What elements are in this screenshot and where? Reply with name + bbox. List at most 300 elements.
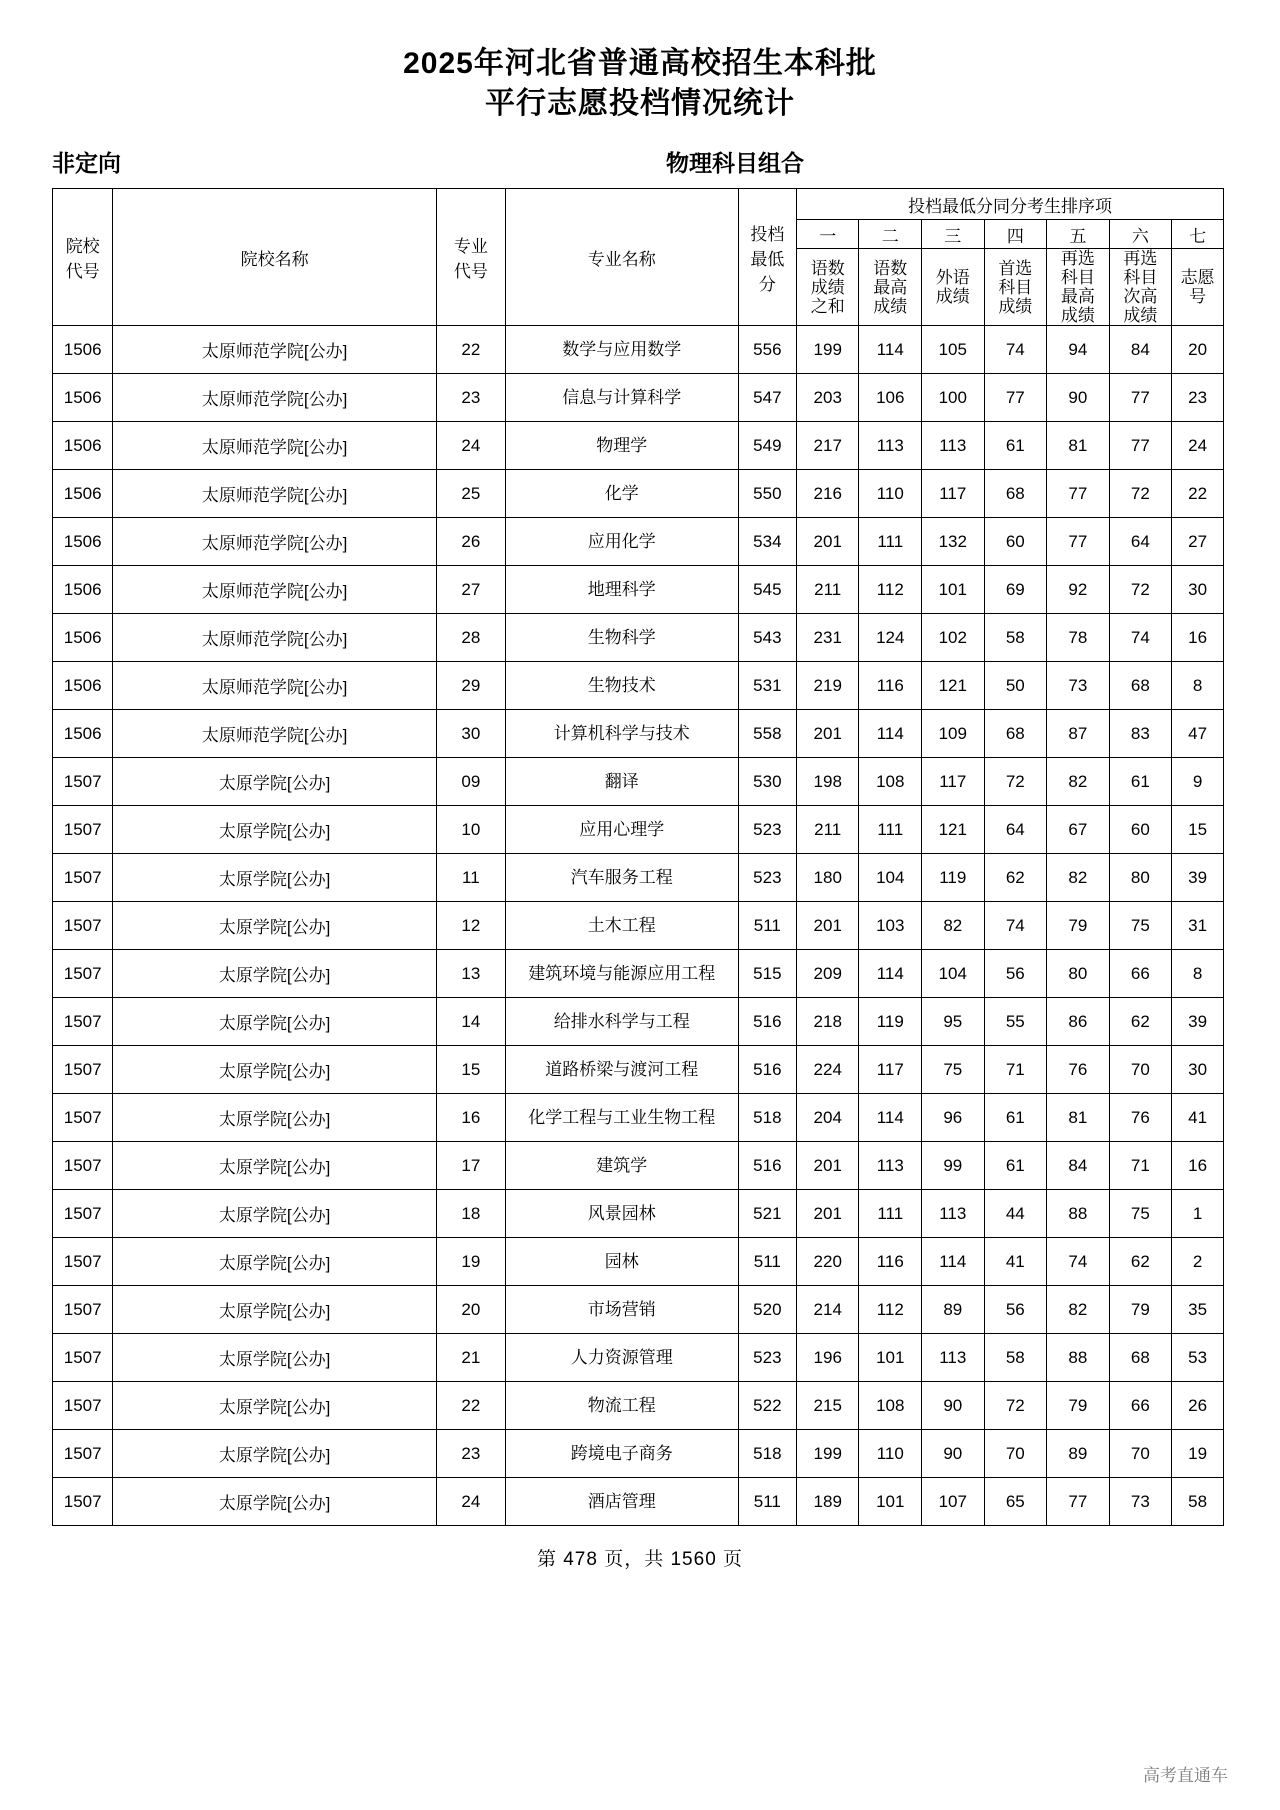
cell-rank-4: 69 <box>984 566 1047 614</box>
cell-rank-1: 209 <box>796 950 859 998</box>
header-rank-label-4: 首选 科目 成绩 <box>984 249 1047 326</box>
table-row <box>53 1478 1224 1526</box>
cell-major-name: 土木工程 <box>505 902 738 950</box>
cell-school-code: 1507 <box>53 1142 113 1190</box>
cell-major-code: 17 <box>436 1142 505 1190</box>
cell-min-score: 515 <box>738 950 796 998</box>
cell-rank-2: 112 <box>859 1286 922 1334</box>
cell-rank-2: 108 <box>859 1382 922 1430</box>
cell-rank-6: 83 <box>1109 710 1172 758</box>
cell-rank-6: 79 <box>1109 1286 1172 1334</box>
cell-rank-7: 35 <box>1172 1286 1224 1334</box>
cell-rank-6: 72 <box>1109 470 1172 518</box>
cell-rank-1: 203 <box>796 374 859 422</box>
watermark: 高考直通车 <box>1143 1766 1228 1785</box>
cell-rank-6: 77 <box>1109 374 1172 422</box>
cell-school-code: 1507 <box>53 902 113 950</box>
cell-rank-7: 8 <box>1172 950 1224 998</box>
cell-rank-7: 27 <box>1172 518 1224 566</box>
cell-school-code: 1507 <box>53 998 113 1046</box>
cell-min-score: 523 <box>738 1334 796 1382</box>
cell-rank-5: 76 <box>1047 1046 1110 1094</box>
header-rank-num-4: 四 <box>984 220 1047 249</box>
cell-rank-6: 84 <box>1109 326 1172 374</box>
cell-school-code: 1507 <box>53 1094 113 1142</box>
cell-school-name: 太原学院[公办] <box>113 1238 436 1286</box>
cell-rank-4: 72 <box>984 758 1047 806</box>
header-rank-num-1: 一 <box>796 220 859 249</box>
cell-major-code: 25 <box>436 470 505 518</box>
cell-min-score: 523 <box>738 806 796 854</box>
cell-rank-7: 39 <box>1172 854 1224 902</box>
cell-rank-4: 55 <box>984 998 1047 1046</box>
cell-rank-2: 113 <box>859 1142 922 1190</box>
cell-school-code: 1507 <box>53 950 113 998</box>
header-rank-group: 投档最低分同分考生排序项 <box>796 189 1223 220</box>
cell-major-code: 15 <box>436 1046 505 1094</box>
cell-min-score: 516 <box>738 1142 796 1190</box>
cell-min-score: 521 <box>738 1190 796 1238</box>
title-line-1: 2025年河北省普通高校招生本科批 <box>403 47 877 80</box>
cell-rank-6: 61 <box>1109 758 1172 806</box>
cell-school-code: 1507 <box>53 806 113 854</box>
cell-rank-1: 180 <box>796 854 859 902</box>
cell-rank-1: 220 <box>796 1238 859 1286</box>
cell-rank-1: 219 <box>796 662 859 710</box>
cell-rank-7: 26 <box>1172 1382 1224 1430</box>
cell-rank-6: 68 <box>1109 1334 1172 1382</box>
cell-rank-5: 88 <box>1047 1190 1110 1238</box>
cell-school-name: 太原师范学院[公办] <box>113 374 436 422</box>
cell-rank-2: 114 <box>859 1094 922 1142</box>
cell-rank-7: 16 <box>1172 1142 1224 1190</box>
cell-school-code: 1506 <box>53 470 113 518</box>
cell-rank-5: 86 <box>1047 998 1110 1046</box>
table-row <box>53 1430 1224 1478</box>
header-rank-num-6: 六 <box>1109 220 1172 249</box>
cell-min-score: 516 <box>738 1046 796 1094</box>
admission-table <box>52 188 1224 1526</box>
cell-school-name: 太原学院[公办] <box>113 1142 436 1190</box>
cell-school-code: 1507 <box>53 1478 113 1526</box>
cell-rank-4: 72 <box>984 1382 1047 1430</box>
cell-school-code: 1507 <box>53 1046 113 1094</box>
table-row <box>53 1238 1224 1286</box>
cell-min-score: 556 <box>738 326 796 374</box>
cell-major-name: 地理科学 <box>505 566 738 614</box>
cell-school-name: 太原学院[公办] <box>113 1286 436 1334</box>
cell-major-name: 翻译 <box>505 758 738 806</box>
cell-rank-5: 82 <box>1047 854 1110 902</box>
cell-rank-1: 201 <box>796 1190 859 1238</box>
cell-major-name: 酒店管理 <box>505 1478 738 1526</box>
cell-rank-3: 82 <box>922 902 985 950</box>
cell-major-name: 园林 <box>505 1238 738 1286</box>
cell-min-score: 511 <box>738 1478 796 1526</box>
cell-rank-4: 70 <box>984 1430 1047 1478</box>
cell-rank-7: 31 <box>1172 902 1224 950</box>
cell-school-name: 太原学院[公办] <box>113 806 436 854</box>
cell-rank-2: 124 <box>859 614 922 662</box>
cell-rank-3: 113 <box>922 1190 985 1238</box>
table-row <box>53 470 1224 518</box>
cell-school-code: 1507 <box>53 1286 113 1334</box>
cell-rank-3: 101 <box>922 566 985 614</box>
cell-rank-3: 107 <box>922 1478 985 1526</box>
page-title <box>52 44 1228 124</box>
page-footer: 第 478 页，共 1560 页 <box>536 1549 744 1570</box>
cell-rank-2: 113 <box>859 422 922 470</box>
cell-rank-4: 62 <box>984 854 1047 902</box>
cell-major-name: 市场营销 <box>505 1286 738 1334</box>
cell-rank-1: 231 <box>796 614 859 662</box>
cell-rank-1: 218 <box>796 998 859 1046</box>
header-rank-num-5: 五 <box>1047 220 1110 249</box>
cell-rank-4: 74 <box>984 902 1047 950</box>
subheader-left: 非定向 <box>52 150 121 176</box>
cell-school-name: 太原学院[公办] <box>113 1046 436 1094</box>
cell-rank-7: 15 <box>1172 806 1224 854</box>
cell-major-code: 24 <box>436 422 505 470</box>
cell-rank-7: 47 <box>1172 710 1224 758</box>
cell-major-code: 22 <box>436 326 505 374</box>
cell-rank-4: 68 <box>984 470 1047 518</box>
cell-rank-2: 112 <box>859 566 922 614</box>
cell-school-code: 1507 <box>53 1190 113 1238</box>
cell-min-score: 550 <box>738 470 796 518</box>
cell-rank-1: 201 <box>796 710 859 758</box>
cell-rank-5: 77 <box>1047 518 1110 566</box>
cell-rank-3: 102 <box>922 614 985 662</box>
cell-rank-1: 211 <box>796 566 859 614</box>
subheader <box>52 146 1228 178</box>
cell-rank-1: 189 <box>796 1478 859 1526</box>
cell-rank-3: 90 <box>922 1382 985 1430</box>
cell-rank-7: 41 <box>1172 1094 1224 1142</box>
table-row <box>53 902 1224 950</box>
cell-rank-6: 66 <box>1109 1382 1172 1430</box>
cell-min-score: 547 <box>738 374 796 422</box>
cell-major-name: 化学 <box>505 470 738 518</box>
table-row <box>53 374 1224 422</box>
cell-rank-5: 74 <box>1047 1238 1110 1286</box>
header-min-score: 投档 最低 分 <box>738 189 796 326</box>
cell-rank-5: 84 <box>1047 1142 1110 1190</box>
cell-rank-3: 117 <box>922 758 985 806</box>
table-row <box>53 518 1224 566</box>
cell-rank-5: 92 <box>1047 566 1110 614</box>
cell-rank-2: 108 <box>859 758 922 806</box>
cell-major-code: 23 <box>436 374 505 422</box>
header-major-code: 专业 代号 <box>436 189 505 326</box>
cell-school-name: 太原学院[公办] <box>113 902 436 950</box>
header-rank-num-2: 二 <box>859 220 922 249</box>
cell-rank-1: 211 <box>796 806 859 854</box>
cell-rank-2: 114 <box>859 326 922 374</box>
cell-major-code: 14 <box>436 998 505 1046</box>
table-row <box>53 422 1224 470</box>
cell-rank-5: 82 <box>1047 758 1110 806</box>
header-major-name: 专业名称 <box>505 189 738 326</box>
cell-min-score: 531 <box>738 662 796 710</box>
cell-rank-3: 117 <box>922 470 985 518</box>
cell-rank-1: 214 <box>796 1286 859 1334</box>
cell-major-name: 生物科学 <box>505 614 738 662</box>
cell-major-name: 建筑环境与能源应用工程 <box>505 950 738 998</box>
cell-rank-2: 116 <box>859 1238 922 1286</box>
cell-school-code: 1507 <box>53 1382 113 1430</box>
cell-rank-6: 66 <box>1109 950 1172 998</box>
cell-school-code: 1506 <box>53 662 113 710</box>
cell-rank-5: 77 <box>1047 470 1110 518</box>
cell-major-name: 数学与应用数学 <box>505 326 738 374</box>
cell-rank-6: 74 <box>1109 614 1172 662</box>
cell-rank-4: 60 <box>984 518 1047 566</box>
table-row <box>53 1190 1224 1238</box>
cell-rank-5: 94 <box>1047 326 1110 374</box>
cell-rank-3: 95 <box>922 998 985 1046</box>
table-row <box>53 1046 1224 1094</box>
cell-rank-7: 20 <box>1172 326 1224 374</box>
cell-rank-3: 90 <box>922 1430 985 1478</box>
cell-rank-5: 79 <box>1047 902 1110 950</box>
cell-rank-3: 96 <box>922 1094 985 1142</box>
cell-rank-7: 23 <box>1172 374 1224 422</box>
cell-rank-4: 44 <box>984 1190 1047 1238</box>
cell-rank-7: 30 <box>1172 1046 1224 1094</box>
cell-school-name: 太原师范学院[公办] <box>113 566 436 614</box>
table-body <box>53 326 1224 1526</box>
cell-rank-4: 41 <box>984 1238 1047 1286</box>
header-rank-label-1: 语数 成绩 之和 <box>796 249 859 326</box>
header-rank-label-3: 外语 成绩 <box>922 249 985 326</box>
cell-school-code: 1506 <box>53 710 113 758</box>
cell-rank-4: 77 <box>984 374 1047 422</box>
cell-min-score: 516 <box>738 998 796 1046</box>
cell-rank-7: 30 <box>1172 566 1224 614</box>
table-row <box>53 950 1224 998</box>
cell-school-name: 太原学院[公办] <box>113 1334 436 1382</box>
header-rank-label-2: 语数 最高 成绩 <box>859 249 922 326</box>
cell-min-score: 518 <box>738 1430 796 1478</box>
cell-rank-5: 82 <box>1047 1286 1110 1334</box>
cell-rank-7: 24 <box>1172 422 1224 470</box>
header-rank-label-7: 志愿 号 <box>1172 249 1224 326</box>
cell-school-code: 1507 <box>53 1238 113 1286</box>
cell-major-name: 计算机科学与技术 <box>505 710 738 758</box>
cell-min-score: 522 <box>738 1382 796 1430</box>
cell-min-score: 534 <box>738 518 796 566</box>
cell-rank-6: 70 <box>1109 1430 1172 1478</box>
cell-school-name: 太原学院[公办] <box>113 1382 436 1430</box>
cell-rank-6: 72 <box>1109 566 1172 614</box>
cell-rank-1: 201 <box>796 518 859 566</box>
cell-rank-4: 68 <box>984 710 1047 758</box>
cell-rank-5: 90 <box>1047 374 1110 422</box>
cell-school-name: 太原学院[公办] <box>113 1094 436 1142</box>
cell-school-code: 1507 <box>53 758 113 806</box>
cell-rank-5: 80 <box>1047 950 1110 998</box>
cell-rank-3: 121 <box>922 662 985 710</box>
cell-rank-7: 16 <box>1172 614 1224 662</box>
cell-rank-7: 19 <box>1172 1430 1224 1478</box>
cell-rank-2: 103 <box>859 902 922 950</box>
header-rank-num-7: 七 <box>1172 220 1224 249</box>
cell-school-code: 1507 <box>53 854 113 902</box>
cell-major-code: 18 <box>436 1190 505 1238</box>
cell-rank-7: 22 <box>1172 470 1224 518</box>
cell-rank-7: 8 <box>1172 662 1224 710</box>
cell-rank-3: 100 <box>922 374 985 422</box>
cell-rank-4: 61 <box>984 422 1047 470</box>
cell-major-name: 建筑学 <box>505 1142 738 1190</box>
table-row <box>53 326 1224 374</box>
cell-school-name: 太原师范学院[公办] <box>113 614 436 662</box>
cell-rank-1: 199 <box>796 1430 859 1478</box>
cell-school-code: 1506 <box>53 326 113 374</box>
cell-rank-5: 79 <box>1047 1382 1110 1430</box>
cell-major-name: 物理学 <box>505 422 738 470</box>
cell-rank-4: 50 <box>984 662 1047 710</box>
cell-rank-6: 76 <box>1109 1094 1172 1142</box>
cell-school-name: 太原学院[公办] <box>113 1478 436 1526</box>
cell-rank-1: 196 <box>796 1334 859 1382</box>
cell-rank-2: 104 <box>859 854 922 902</box>
cell-major-code: 24 <box>436 1478 505 1526</box>
cell-major-code: 26 <box>436 518 505 566</box>
table-row <box>53 854 1224 902</box>
table-row <box>53 614 1224 662</box>
cell-rank-2: 110 <box>859 1430 922 1478</box>
cell-rank-2: 101 <box>859 1478 922 1526</box>
cell-rank-4: 74 <box>984 326 1047 374</box>
cell-rank-1: 201 <box>796 902 859 950</box>
cell-rank-3: 121 <box>922 806 985 854</box>
cell-min-score: 518 <box>738 1094 796 1142</box>
cell-rank-1: 224 <box>796 1046 859 1094</box>
cell-major-name: 信息与计算科学 <box>505 374 738 422</box>
cell-rank-6: 71 <box>1109 1142 1172 1190</box>
cell-major-code: 21 <box>436 1334 505 1382</box>
cell-rank-4: 65 <box>984 1478 1047 1526</box>
cell-rank-1: 199 <box>796 326 859 374</box>
cell-major-code: 28 <box>436 614 505 662</box>
cell-rank-3: 114 <box>922 1238 985 1286</box>
cell-school-name: 太原师范学院[公办] <box>113 470 436 518</box>
cell-rank-6: 60 <box>1109 806 1172 854</box>
cell-major-code: 11 <box>436 854 505 902</box>
cell-min-score: 549 <box>738 422 796 470</box>
cell-rank-7: 2 <box>1172 1238 1224 1286</box>
cell-rank-1: 216 <box>796 470 859 518</box>
cell-rank-2: 114 <box>859 710 922 758</box>
cell-rank-2: 114 <box>859 950 922 998</box>
cell-major-name: 道路桥梁与渡河工程 <box>505 1046 738 1094</box>
cell-major-name: 化学工程与工业生物工程 <box>505 1094 738 1142</box>
subheader-center: 物理科目组合 <box>666 150 804 176</box>
cell-major-code: 22 <box>436 1382 505 1430</box>
cell-major-code: 09 <box>436 758 505 806</box>
cell-rank-6: 62 <box>1109 998 1172 1046</box>
cell-school-code: 1506 <box>53 566 113 614</box>
cell-min-score: 530 <box>738 758 796 806</box>
cell-rank-3: 89 <box>922 1286 985 1334</box>
cell-rank-2: 111 <box>859 806 922 854</box>
cell-rank-7: 53 <box>1172 1334 1224 1382</box>
cell-rank-3: 113 <box>922 422 985 470</box>
cell-school-code: 1506 <box>53 374 113 422</box>
cell-major-code: 12 <box>436 902 505 950</box>
cell-rank-3: 132 <box>922 518 985 566</box>
table-row <box>53 806 1224 854</box>
cell-major-code: 30 <box>436 710 505 758</box>
cell-major-name: 给排水科学与工程 <box>505 998 738 1046</box>
header-school-name: 院校名称 <box>113 189 436 326</box>
table-row <box>53 1286 1224 1334</box>
cell-rank-6: 77 <box>1109 422 1172 470</box>
table-row <box>53 662 1224 710</box>
cell-major-name: 应用化学 <box>505 518 738 566</box>
table-row <box>53 1334 1224 1382</box>
cell-school-name: 太原师范学院[公办] <box>113 326 436 374</box>
table-row <box>53 758 1224 806</box>
cell-min-score: 558 <box>738 710 796 758</box>
table-row <box>53 998 1224 1046</box>
cell-major-name: 应用心理学 <box>505 806 738 854</box>
cell-rank-5: 89 <box>1047 1430 1110 1478</box>
cell-rank-5: 77 <box>1047 1478 1110 1526</box>
cell-rank-4: 56 <box>984 950 1047 998</box>
cell-school-code: 1506 <box>53 518 113 566</box>
cell-rank-4: 58 <box>984 1334 1047 1382</box>
cell-rank-6: 75 <box>1109 1190 1172 1238</box>
cell-min-score: 511 <box>738 902 796 950</box>
cell-major-name: 物流工程 <box>505 1382 738 1430</box>
cell-rank-6: 68 <box>1109 662 1172 710</box>
cell-rank-1: 201 <box>796 1142 859 1190</box>
cell-rank-2: 111 <box>859 518 922 566</box>
cell-rank-2: 106 <box>859 374 922 422</box>
cell-min-score: 511 <box>738 1238 796 1286</box>
cell-rank-6: 80 <box>1109 854 1172 902</box>
cell-rank-2: 119 <box>859 998 922 1046</box>
table-row <box>53 566 1224 614</box>
cell-school-name: 太原学院[公办] <box>113 1430 436 1478</box>
table-row <box>53 1094 1224 1142</box>
cell-major-code: 13 <box>436 950 505 998</box>
cell-rank-6: 70 <box>1109 1046 1172 1094</box>
table-row <box>53 1142 1224 1190</box>
cell-rank-7: 1 <box>1172 1190 1224 1238</box>
cell-major-code: 23 <box>436 1430 505 1478</box>
cell-rank-7: 58 <box>1172 1478 1224 1526</box>
cell-rank-2: 110 <box>859 470 922 518</box>
cell-major-code: 16 <box>436 1094 505 1142</box>
header-rank-label-6: 再选 科目 次高 成绩 <box>1109 249 1172 326</box>
table-row <box>53 710 1224 758</box>
cell-rank-7: 9 <box>1172 758 1224 806</box>
cell-major-code: 29 <box>436 662 505 710</box>
cell-school-code: 1507 <box>53 1334 113 1382</box>
cell-school-code: 1506 <box>53 422 113 470</box>
cell-rank-1: 204 <box>796 1094 859 1142</box>
cell-major-name: 人力资源管理 <box>505 1334 738 1382</box>
cell-rank-3: 119 <box>922 854 985 902</box>
cell-rank-3: 104 <box>922 950 985 998</box>
cell-rank-2: 101 <box>859 1334 922 1382</box>
cell-school-code: 1506 <box>53 614 113 662</box>
cell-rank-5: 67 <box>1047 806 1110 854</box>
